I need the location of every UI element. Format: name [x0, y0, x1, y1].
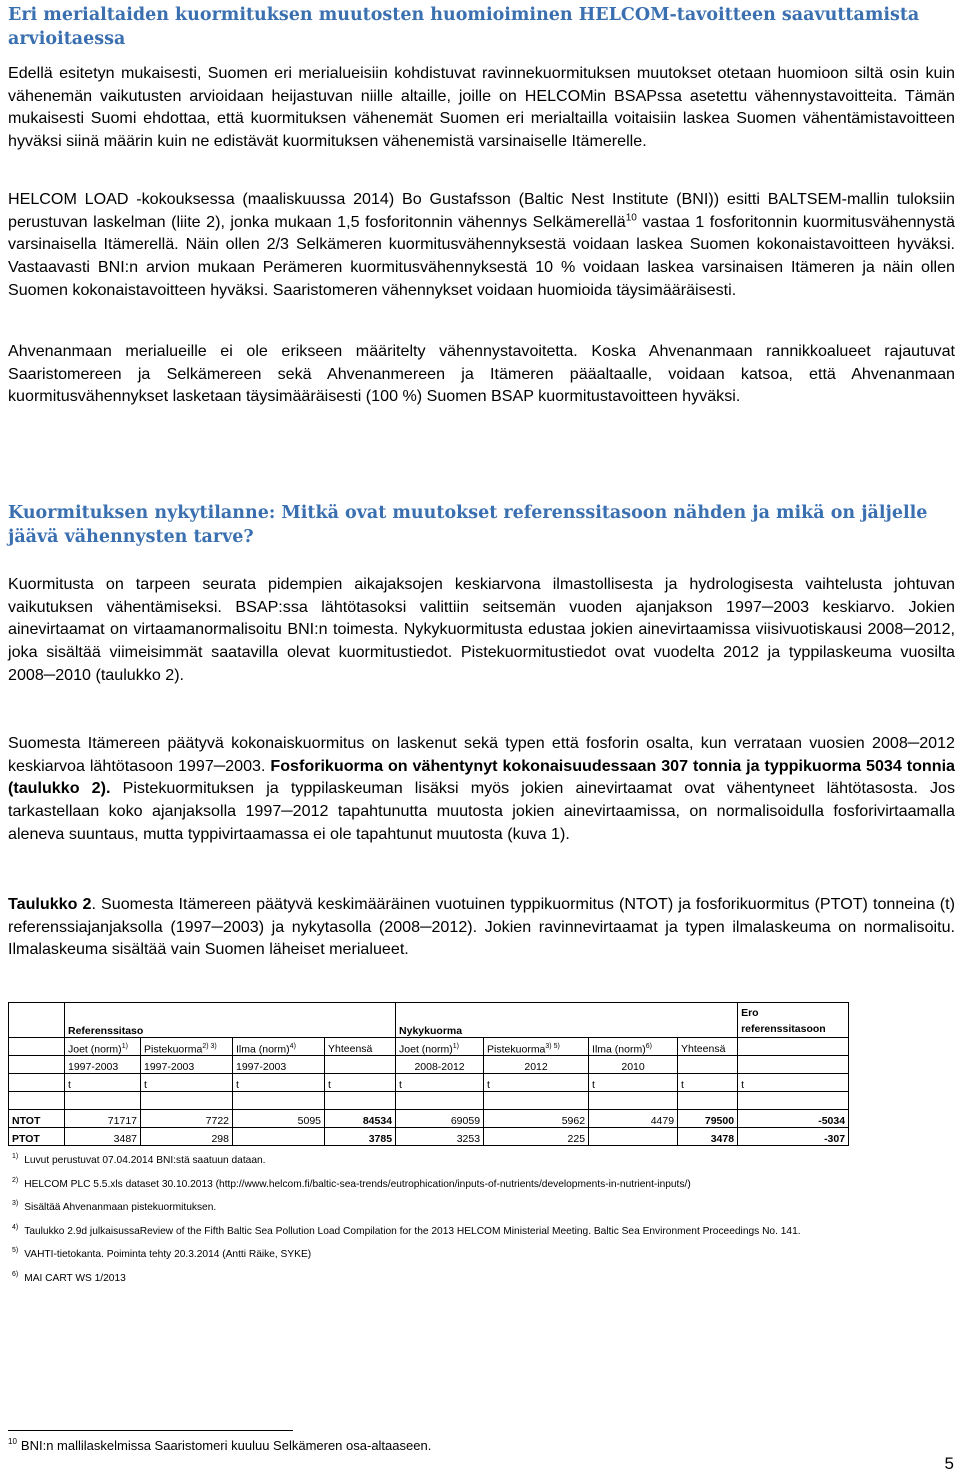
- header-piste-ref-label: Pistekuorma: [144, 1043, 203, 1055]
- unit-cell: t: [738, 1074, 849, 1092]
- paragraph-kokonaiskuormitus: [8, 732, 955, 846]
- cell-yht-ref: 3785: [325, 1128, 396, 1146]
- header-ero-line2: referenssitasoon: [741, 1023, 826, 1035]
- table-footnotes: [12, 1147, 801, 1288]
- header-referenssitaso: Referenssitaso: [65, 1003, 396, 1038]
- footnote-5-mark: 5): [12, 1247, 19, 1254]
- cell-ero: -307: [738, 1128, 849, 1146]
- cell-joet-ref: 3487: [65, 1128, 141, 1146]
- load-table: [8, 1002, 849, 1146]
- header-ilma-ref: [233, 1038, 325, 1056]
- footnote-6: [12, 1265, 801, 1289]
- unit-cell: t: [589, 1074, 678, 1092]
- unit-cell: t: [325, 1074, 396, 1092]
- page-number: 5: [944, 1454, 954, 1473]
- cell-joet-now: 3253: [396, 1128, 484, 1146]
- header-ilma-now: [589, 1038, 678, 1056]
- cell-ilma-now: [589, 1128, 678, 1146]
- table-caption-text: . Suomesta Itämereen päätyvä keskimääräinen vuotuinen typpikuormitus (NTOT) ja fosforikuormitus (PTOT) tonneina (t) referenssiajanjaksolla (1997─2003) ja nykytasolla (2008─2012). Jokien ravinnevirtaamat ja typen ilmalaskeuma on normalisoitu. Ilmalaskeuma sisältää vain Suomen läheiset merialueet.: [8, 895, 955, 959]
- footnote-2: [12, 1171, 801, 1195]
- header-joet-ref: [65, 1038, 141, 1056]
- section-heading-merialtaat: Eri merialtaiden kuormituksen muutosten huomioiminen HELCOM-tavoitteen saavuttamista arvioitaessa: [8, 5, 920, 49]
- header-joet-ref-sup: 1): [121, 1042, 128, 1050]
- cell-joet-now: 69059: [396, 1110, 484, 1128]
- footnote-3-text: Sisältää Ahvenanmaan pistekuormituksen.: [24, 1202, 217, 1213]
- footnote-6-mark: 6): [12, 1270, 19, 1278]
- paragraph-kokonaiskuormitus-part1: Suomesta Itämereen päätyvä kokonaiskuormitus on laskenut sekä typen että fosforin osalta, kun verrataan vuosien 2008─2012 keskiarvoa lähtötasoon 1997─2003.: [8, 734, 955, 775]
- table-row-ntot: [9, 1110, 849, 1128]
- footnote-4-text: Taulukko 2.9d julkaisussaReview of the Fifth Baltic Sea Pollution Load Compilation for the 2013 HELCOM Ministerial Meeting. Baltic Sea Environment Proceedings No. 141.: [24, 1225, 801, 1237]
- paragraph-helcom-load-part1: HELCOM LOAD -kokouksessa (maaliskuussa 2014) Bo Gustafsson (Baltic Nest Institute (BNI)) esitti BALTSEM-mallin tuloksiin perustuvan laskelman (liite 2), jonka mukaan 1,5 fosforitonnin vähennys Selkämerellä: [8, 190, 955, 231]
- header-joet-now-sup: 1): [452, 1042, 459, 1050]
- header-joet-ref-label: Joet (norm): [68, 1043, 122, 1055]
- page-footnote: [8, 1437, 431, 1453]
- unit-cell: t: [678, 1074, 738, 1092]
- header-nykykuorma: Nykykuorma: [396, 1003, 738, 1038]
- footnote-5: [12, 1241, 801, 1265]
- footnote-5-text: VAHTI-tietokanta. Poiminta tehty 20.3.2014 (Antti Räike, SYKE): [24, 1249, 312, 1260]
- cell-ilma-now: 4479: [589, 1110, 678, 1128]
- footnote-4: [12, 1218, 801, 1242]
- footnote-ref-10: 10: [625, 212, 637, 224]
- paragraph-helcom-load: [8, 188, 955, 302]
- table-row-ptot: [9, 1128, 849, 1146]
- period-joet-now: 2008-2012: [396, 1056, 484, 1074]
- header-ilma-ref-label: Ilma (norm): [236, 1043, 290, 1055]
- cell-ilma-ref: 5095: [233, 1110, 325, 1128]
- footnote-6-text: MAI CART WS 1/2013: [24, 1272, 126, 1284]
- header-yht-now: Yhteensä: [678, 1038, 738, 1056]
- period-joet-ref: 1997-2003: [65, 1056, 141, 1074]
- row-label: PTOT: [9, 1128, 65, 1146]
- header-piste-ref-sup: 2) 3): [202, 1042, 217, 1050]
- section-heading-nykytilanne: Kuormituksen nykytilanne: Mitkä ovat muutokset referenssitasoon nähden ja mikä on jäljelle jäävä vähennysten tarve?: [8, 503, 928, 547]
- cell-piste-ref: 7722: [141, 1110, 233, 1128]
- table-caption-label: Taulukko 2: [8, 895, 92, 913]
- cell-piste-now: 225: [484, 1128, 589, 1146]
- paragraph-seuranta: Kuormitusta on tarpeen seurata pidempien aikajaksojen keskiarvona ilmastollisesta ja hydrologisesta vaihtelusta johtuvan vaikutuksen vähentämiseksi. BSAP:ssa lähtötasoksi valittiin seitsemän vuoden ajanjakson 1997─2003 keskiarvo. Jokien ainevirtaamat on virtaamanormalisoitu BNI:n toimesta. Nykykuormitusta edustaa jokien ainevirtaamissa viisivuotiskausi 2008─2012, joka sisältää viimeisimmät saatavilla olevat kuormitustiedot. Pistekuormitustiedot ovat vuodelta 2012 ja typpilaskeuma vuosilta 2008─2010 (taulukko 2).: [8, 575, 955, 684]
- unit-cell: t: [233, 1074, 325, 1092]
- header-piste-now-label: Pistekuorma: [487, 1043, 546, 1055]
- footnote-1-mark: 1): [12, 1153, 19, 1160]
- footnote-2-mark: 2): [12, 1176, 19, 1184]
- table-caption: [8, 893, 955, 961]
- unit-cell: t: [484, 1074, 589, 1092]
- header-piste-now: [484, 1038, 589, 1056]
- period-piste-now: 2012: [484, 1056, 589, 1074]
- cell-yht-now: 79500: [678, 1110, 738, 1128]
- cell-ilma-ref: [233, 1128, 325, 1146]
- period-ilma-now: 2010: [589, 1056, 678, 1074]
- unit-cell: t: [65, 1074, 141, 1092]
- cell-yht-ref: 84534: [325, 1110, 396, 1128]
- table-header-row-2: [9, 1038, 849, 1056]
- header-ero: [738, 1003, 849, 1038]
- paragraph-helcom-load-part2: vastaa 1 fosforitonnin kuormitusvähennystä varsinaisella Itämerellä. Näin ollen 2/3 Selkämeren kuormitusvähennyksestä voidaan laskea Suomen kokonaistavoitteen hyväksi. Vastaavasti BNI:n arvion mukaan Perämeren kuormitusvähennyksestä 10 % voidaan laskea varsinaisen Itämeren ja näin ollen Suomen kokonaistavoitteen hyväksi. Saaristomeren vähennykset voidaan huomioida täysimääräisesti.: [8, 212, 955, 299]
- header-ero-line1: Ero: [741, 1007, 759, 1019]
- footnote-3-mark: 3): [12, 1200, 19, 1207]
- footnote-1: [12, 1147, 801, 1171]
- cell-yht-now: 3478: [678, 1128, 738, 1146]
- paragraph-kokonaiskuormitus-highlight: Fosforikuorma on vähentynyt kokonaisuudessaan 307 tonnia ja typpikuorma 5034 tonnia (taulukko 2).: [8, 756, 955, 798]
- cell-joet-ref: 71717: [65, 1110, 141, 1128]
- footnote-1-text: Luvut perustuvat 07.04.2014 BNI:stä saatuun dataan.: [24, 1155, 266, 1166]
- header-joet-now: [396, 1038, 484, 1056]
- footnote-2-text: HELCOM PLC 5.5.xls dataset 30.10.2013 (http://www.helcom.fi/baltic-sea-trends/eutrophication/inputs-of-nutrients/developments-in-nutrient-inputs/): [24, 1178, 691, 1190]
- paragraph-kokonaiskuormitus-part2: Pistekuormituksen ja typpilaskeuman lisäksi myös jokien ainevirtaamat ovat vähentyneet lähtötasosta. Jos tarkastellaan koko ajanjaksolla 1997─2012 tapahtunutta muutosta jokien ainevirtaamissa, on normalisoidulla fosforivirtaamalla aleneva suuntaus, mutta typpivirtaamassa ei ole tapahtunut muutosta (kuva 1).: [8, 779, 956, 843]
- header-joet-now-label: Joet (norm): [399, 1043, 453, 1055]
- header-ilma-now-sup: 6): [645, 1042, 652, 1050]
- cell-piste-ref: 298: [141, 1128, 233, 1146]
- table-spacer-row: [9, 1092, 849, 1110]
- unit-cell: t: [141, 1074, 233, 1092]
- header-piste-now-sup: 3) 5): [545, 1042, 560, 1050]
- period-ilma-ref: 1997-2003: [233, 1056, 325, 1074]
- cell-piste-now: 5962: [484, 1110, 589, 1128]
- page-footnote-text: BNI:n mallilaskelmissa Saaristomeri kuuluu Selkämeren osa-altaaseen.: [20, 1438, 432, 1453]
- page-footnote-mark: 10: [8, 1437, 17, 1446]
- table-header-row-1: [9, 1003, 849, 1038]
- header-ilma-ref-sup: 4): [289, 1042, 296, 1050]
- unit-cell: t: [396, 1074, 484, 1092]
- header-piste-ref: [141, 1038, 233, 1056]
- footnote-4-mark: 4): [12, 1223, 19, 1231]
- paragraph-ahvenanmaa: Ahvenanmaan merialueille ei ole erikseen määritelty vähennystavoitetta. Koska Ahvenanmaan rannikkoalueet rajautuvat Saaristomereen ja Selkämereen sekä Ahvenanmereen ja Itämeren pääaltaalle, voidaan katsoa, että Ahvenanmaan kuormitusvähennykset lasketaan täysimääräisesti (100 %) Suomen BSAP kuormitustavoitteen hyväksi.: [8, 342, 955, 406]
- table-unit-row: [9, 1074, 849, 1092]
- row-label: NTOT: [9, 1110, 65, 1128]
- header-yht-ref: Yhteensä: [325, 1038, 396, 1056]
- cell-ero: -5034: [738, 1110, 849, 1128]
- table-period-row: [9, 1056, 849, 1074]
- period-piste-ref: 1997-2003: [141, 1056, 233, 1074]
- footnote-divider: [8, 1430, 293, 1431]
- header-ilma-now-label: Ilma (norm): [592, 1043, 646, 1055]
- paragraph-intro: Edellä esitetyn mukaisesti, Suomen eri merialueisiin kohdistuvat ravinnekuormituksen muutokset otetaan huomioon siltä osin kuin vähenemän vaikutusten arvioidaan heijastuvan niille altaille, joille on HELCOMin BSAPssa asetettu vähennystavoitteita. Tämän mukaisesti Suomi ehdottaa, että kuormituksen vähenemät Suomen eri merialtailla voitaisiin laskea Suomen vähentämistavoitteen hyväksi siinä määrin kuin ne edistävät kuormituksen vähenemistä varsinaiselle Itämerelle.: [8, 64, 955, 151]
- footnote-3: [12, 1194, 801, 1218]
